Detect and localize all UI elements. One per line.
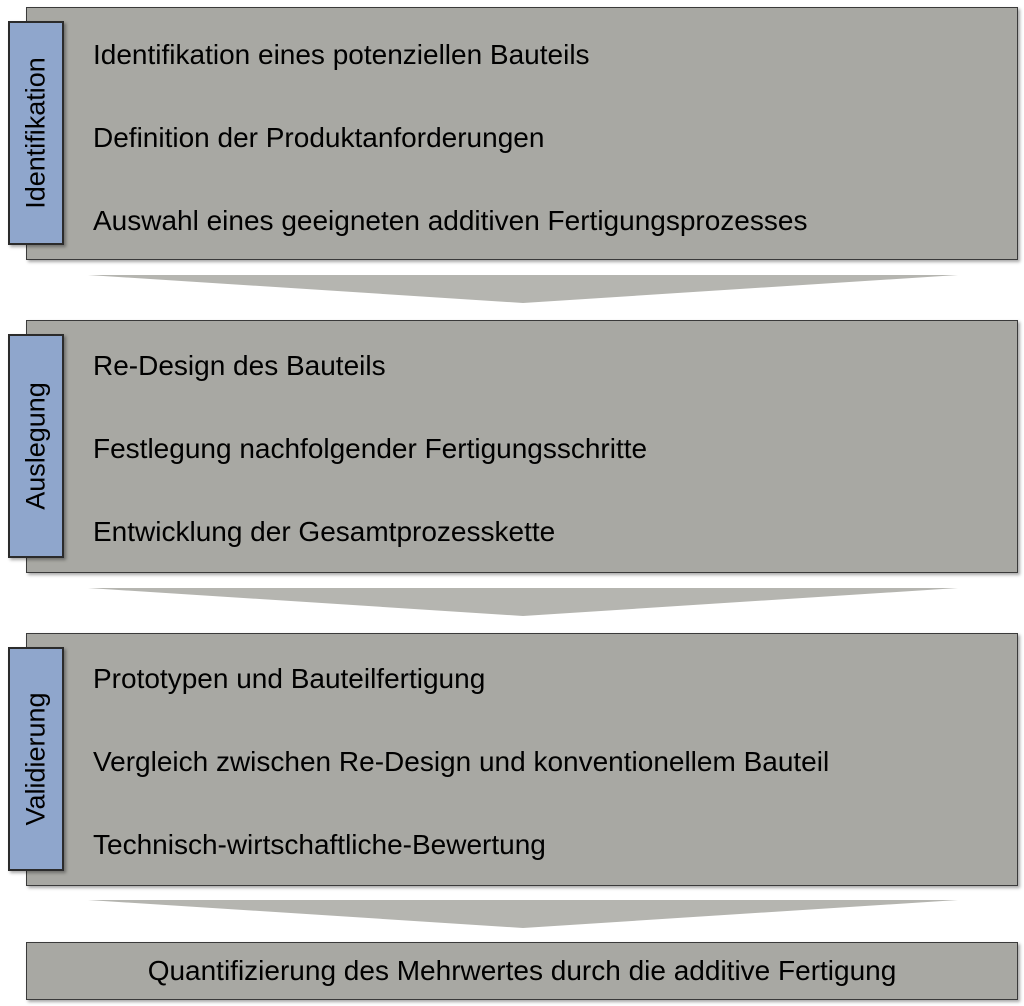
phase-item: Definition der Produktanforderungen	[93, 122, 545, 153]
result-label: Quantifizierung des Mehrwertes durch die additive Fertigung	[147, 955, 897, 986]
phase-item: Identifikation eines potenziellen Bauteils	[93, 39, 590, 70]
phase-item: Auswahl eines geeigneten additiven Fertigungsprozesses	[93, 205, 808, 236]
phase-box-identifikation	[26, 7, 1018, 260]
phase-item: Prototypen und Bauteilfertigung	[93, 663, 486, 694]
phase-item: Vergleich zwischen Re-Design und konventionellem Bauteil	[93, 746, 830, 777]
phase-item: Festlegung nachfolgender Fertigungsschritte	[93, 433, 648, 464]
flow-arrow-1	[88, 275, 958, 303]
flow-arrow-2	[88, 588, 958, 616]
phase-item: Technisch-wirtschaftliche-Bewertung	[93, 829, 546, 860]
phase-tab-identifikation	[8, 21, 64, 245]
phase-item: Entwicklung der Gesamtprozesskette	[93, 516, 556, 547]
flow-arrow-3	[88, 900, 958, 928]
phase-tab-label: Validierung	[20, 692, 51, 826]
phase-tab-label: Identifikation	[20, 57, 51, 209]
phase-box-auslegung	[26, 320, 1018, 573]
phase-item: Re-Design des Bauteils	[93, 350, 386, 381]
phase-box-validierung	[26, 633, 1018, 886]
phase-tab-validierung	[8, 647, 64, 871]
phase-tab-auslegung	[8, 334, 64, 558]
result-box	[26, 942, 1018, 1000]
phase-tab-label: Auslegung	[20, 382, 51, 510]
